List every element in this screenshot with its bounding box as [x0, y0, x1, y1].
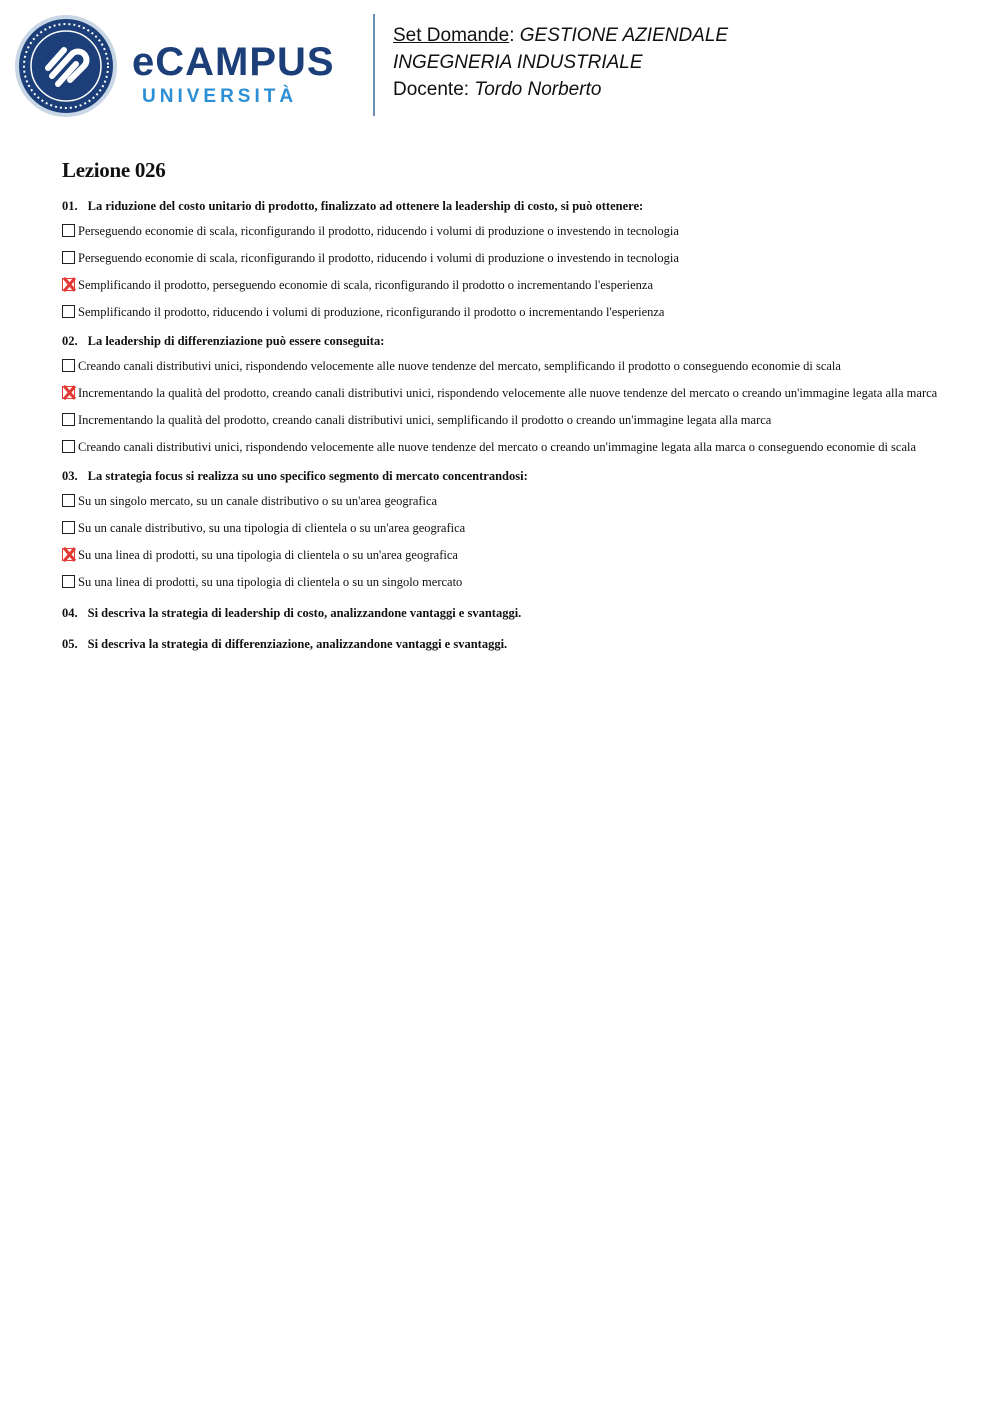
answer-option-text: Su una linea di prodotti, su una tipologia di clientela o su un'area geografica — [78, 548, 458, 562]
question-list — [62, 199, 938, 652]
course-name: INGEGNERIA INDUSTRIALE — [393, 52, 643, 73]
checked-box-icon[interactable] — [62, 278, 75, 291]
question-prompt: La leadership di differenziazione può essere conseguita: — [87, 334, 385, 348]
ecampus-wordmark — [132, 40, 362, 120]
answer-option[interactable] — [62, 575, 938, 590]
question-text — [62, 199, 938, 214]
answer-option-text: Creando canali distributivi unici, rispondendo velocemente alle nuove tendenze del mercato, semplificando il prodotto o conseguendo economie di scala — [78, 359, 841, 373]
question-prompt: La strategia focus si realizza su uno specifico segmento di mercato concentrandosi: — [87, 469, 528, 483]
checkbox-icon[interactable] — [62, 413, 75, 426]
lesson-title: Lezione 026 — [62, 158, 166, 182]
answer-option[interactable] — [62, 305, 938, 320]
answer-option-text: Semplificando il prodotto, riducendo i volumi di produzione, riconfigurando il prodotto o incrementando l'esperienza — [78, 305, 665, 319]
answer-option-text: Perseguendo economie di scala, riconfigurando il prodotto, riducendo i volumi di produzione o investendo in tecnologia — [78, 251, 679, 265]
answer-option[interactable] — [62, 251, 938, 266]
question-number: 01. — [62, 199, 78, 213]
answer-option[interactable] — [62, 278, 938, 293]
question-prompt: Si descriva la strategia di leadership di costo, analizzandone vantaggi e svantaggi. — [87, 606, 522, 620]
question — [62, 199, 938, 320]
question — [62, 637, 938, 652]
question — [62, 334, 938, 455]
question-number: 04. — [62, 606, 78, 620]
question — [62, 469, 938, 590]
question-number: 03. — [62, 469, 78, 483]
header-divider — [373, 14, 375, 116]
answer-option-text: Su un singolo mercato, su un canale distributivo o su un'area geografica — [78, 494, 438, 508]
checked-box-icon[interactable] — [62, 548, 75, 561]
answer-option[interactable] — [62, 494, 938, 509]
question-prompt: La riduzione del costo unitario di prodotto, finalizzato ad ottenere la leadership di costo, si può ottenere: — [87, 199, 644, 213]
checkbox-icon[interactable] — [62, 305, 75, 318]
question-prompt: Si descriva la strategia di differenziazione, analizzandone vantaggi e svantaggi. — [87, 637, 508, 651]
answer-option-text: Incrementando la qualità del prodotto, creando canali distributivi unici, semplificando il prodotto o creando un'immagine legata alla marca — [78, 413, 772, 427]
document-body — [62, 158, 938, 662]
answer-option-text: Perseguendo economie di scala, riconfigurando il prodotto, riducendo i volumi di produzione o investendo in tecnologia — [78, 224, 679, 238]
brand-subtitle: UNIVERSITÀ — [142, 86, 298, 107]
document-header — [0, 0, 1000, 130]
question-text — [62, 334, 938, 349]
question-text — [62, 606, 938, 621]
answer-option-text: Su una linea di prodotti, su una tipologia di clientela o su un singolo mercato — [78, 575, 463, 589]
checkbox-icon[interactable] — [62, 521, 75, 534]
checkbox-icon[interactable] — [62, 494, 75, 507]
question-text — [62, 469, 938, 484]
answer-option[interactable] — [62, 224, 938, 239]
university-seal-logo — [14, 14, 118, 118]
checkbox-icon[interactable] — [62, 575, 75, 588]
checkbox-icon[interactable] — [62, 359, 75, 372]
answer-option[interactable] — [62, 440, 938, 455]
course-info — [393, 22, 728, 103]
set-value: GESTIONE AZIENDALE — [519, 25, 729, 46]
answer-option[interactable] — [62, 386, 938, 401]
question-number: 05. — [62, 637, 78, 651]
answer-option-text: Su un canale distributivo, su una tipologia di clientela o su un'area geografica — [78, 521, 466, 535]
docente-name: Tordo Norberto — [474, 79, 602, 100]
checkbox-icon[interactable] — [62, 440, 75, 453]
set-line: Set Domande: GESTIONE AZIENDALE — [393, 25, 729, 46]
checkbox-icon[interactable] — [62, 251, 75, 264]
brand-name: eCAMPUS — [132, 40, 335, 84]
answer-option[interactable] — [62, 548, 938, 563]
answer-option[interactable] — [62, 521, 938, 536]
answer-option-text: Creando canali distributivi unici, rispondendo velocemente alle nuove tendenze del mercato o creando un'immagine legata alla marca o conseguendo economie di scala — [78, 440, 917, 454]
set-label: Set Domande — [393, 25, 510, 46]
answer-option-text: Semplificando il prodotto, perseguendo economie di scala, riconfigurando il prodotto o incrementando l'esperienza — [78, 278, 653, 292]
docente-label: Docente: — [393, 79, 470, 100]
checked-box-icon[interactable] — [62, 386, 75, 399]
answer-option-text: Incrementando la qualità del prodotto, creando canali distributivi unici, rispondendo velocemente alle nuove tendenze del mercato o creando un'immagine legata alla marca — [78, 386, 938, 400]
course-line — [393, 49, 728, 76]
answer-option[interactable] — [62, 413, 938, 428]
docente-line — [393, 76, 728, 103]
checkbox-icon[interactable] — [62, 224, 75, 237]
question-text — [62, 637, 938, 652]
question-number: 02. — [62, 334, 78, 348]
question — [62, 606, 938, 621]
answer-option[interactable] — [62, 359, 938, 374]
